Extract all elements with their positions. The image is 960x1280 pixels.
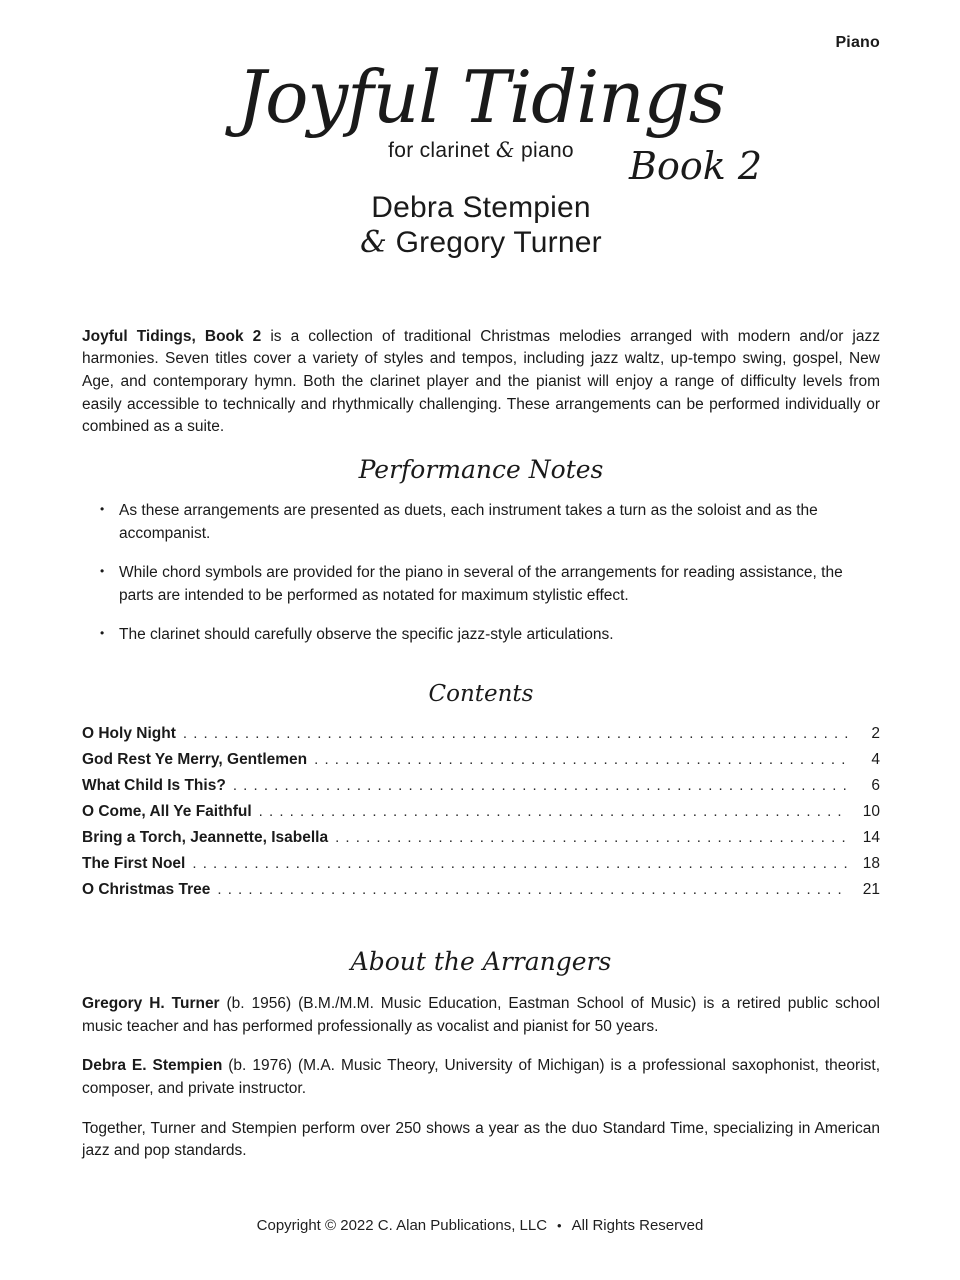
arranger-bio [82,993,880,1038]
toc-title: The First Noel [82,855,186,873]
arranger-bio [82,1055,880,1100]
subtitle-row [82,137,880,188]
performance-note-item: • While chord symbols are provided for the piano in several of the arrangements for reading assistance, the parts are intended to be performed as notated for maximum stylistic effect. [100,562,879,607]
toc-entry [82,751,880,777]
toc-title: O Christmas Tree [82,881,211,899]
toc-title: O Come, All Ye Faithful [82,803,252,821]
ampersand: & [495,137,515,162]
dot-leader [192,855,848,872]
toc-page-number: 10 [862,803,880,821]
section-heading-performance-notes: Performance Notes [358,454,604,484]
toc-entry [82,855,880,881]
copyright-footer [0,1217,960,1234]
author-line-1: Debra Stempien [371,190,591,224]
toc-page-number: 6 [871,777,880,795]
toc-page-number: 14 [862,829,880,847]
performance-note-item: • The clarinet should carefully observe the specific jazz-style articulations. [100,624,879,647]
intro-paragraph [82,326,880,439]
toc-entry [82,829,880,855]
section-heading-about-arrangers: About the Arrangers [350,947,612,977]
dot-leader [233,777,848,794]
toc-page-number: 21 [862,881,880,899]
intro-body: is a collection of traditional Christmas melodies arranged with modern and/or jazz harmonies. Seven titles cover a variety of styles and tempos, including jazz waltz, up-tempo swing, gospel, New Age, and contemporary hymn. Both the clarinet player and the pianist will enjoy a range of difficulty levels from easily accessible to technically and rhythmically challenging. These arrangements can be performed individually or combined as a suite. [82,327,880,436]
toc-page-number: 18 [862,855,880,873]
toc-entry [82,881,880,907]
toc-page-number: 2 [871,725,880,743]
author-line-2: & Gregory Turner [360,224,602,260]
dot-leader [183,725,848,742]
toc-page-number: 4 [871,751,880,769]
arranger-bio-text: (b. 1976) (M.A. Music Theory, University of Michigan) is a professional saxophonist, theorist, composer, and private instructor. [82,1057,880,1097]
toc-title: O Holy Night [82,725,176,743]
rights-text: All Rights Reserved [571,1217,704,1234]
toc-title: God Rest Ye Merry, Gentlemen [82,751,308,769]
copyright-text: Copyright © 2022 C. Alan Publications, LLC [256,1217,548,1234]
arrangers-closing-paragraph: Together, Turner and Stempien perform over 250 shows a year as the duo Standard Time, specializing in American jazz and pop standards. [82,1119,880,1160]
arranger-name: Gregory H. Turner [82,995,220,1013]
table-of-contents [82,725,880,907]
book-title: Joyful Tidings [237,55,725,139]
toc-title: Bring a Torch, Jeannette, Isabella [82,829,329,847]
ampersand: & [360,224,388,260]
performance-note-item: • As these arrangements are presented as duets, each instrument takes a turn as the soloist and as the accompanist. [100,500,879,545]
performance-notes-list [82,500,880,647]
dot-leader [314,751,848,768]
authors [82,190,880,260]
toc-title: What Child Is This? [82,777,226,795]
arranger-name: Debra E. Stempien [82,1057,223,1075]
book-number: Book 2 [629,143,762,188]
intro-lead: Joyful Tidings, Book 2 [82,327,262,345]
dot-leader [217,881,848,898]
section-heading-contents: Contents [428,681,534,708]
arranger-bio-text: (b. 1956) (B.M./M.M. Music Education, Eastman School of Music) is a retired public school music teacher and has performed professionally as vocalist and pianist for 50 years. [82,995,880,1035]
toc-entry [82,803,880,829]
dot-separator: • [557,1218,562,1233]
toc-entry [82,725,880,751]
dot-leader [335,829,848,846]
title-block [82,55,880,260]
toc-entry [82,777,880,803]
book-subtitle: for clarinet & piano [388,137,574,162]
part-label: Piano [835,34,880,51]
dot-leader [259,803,848,820]
